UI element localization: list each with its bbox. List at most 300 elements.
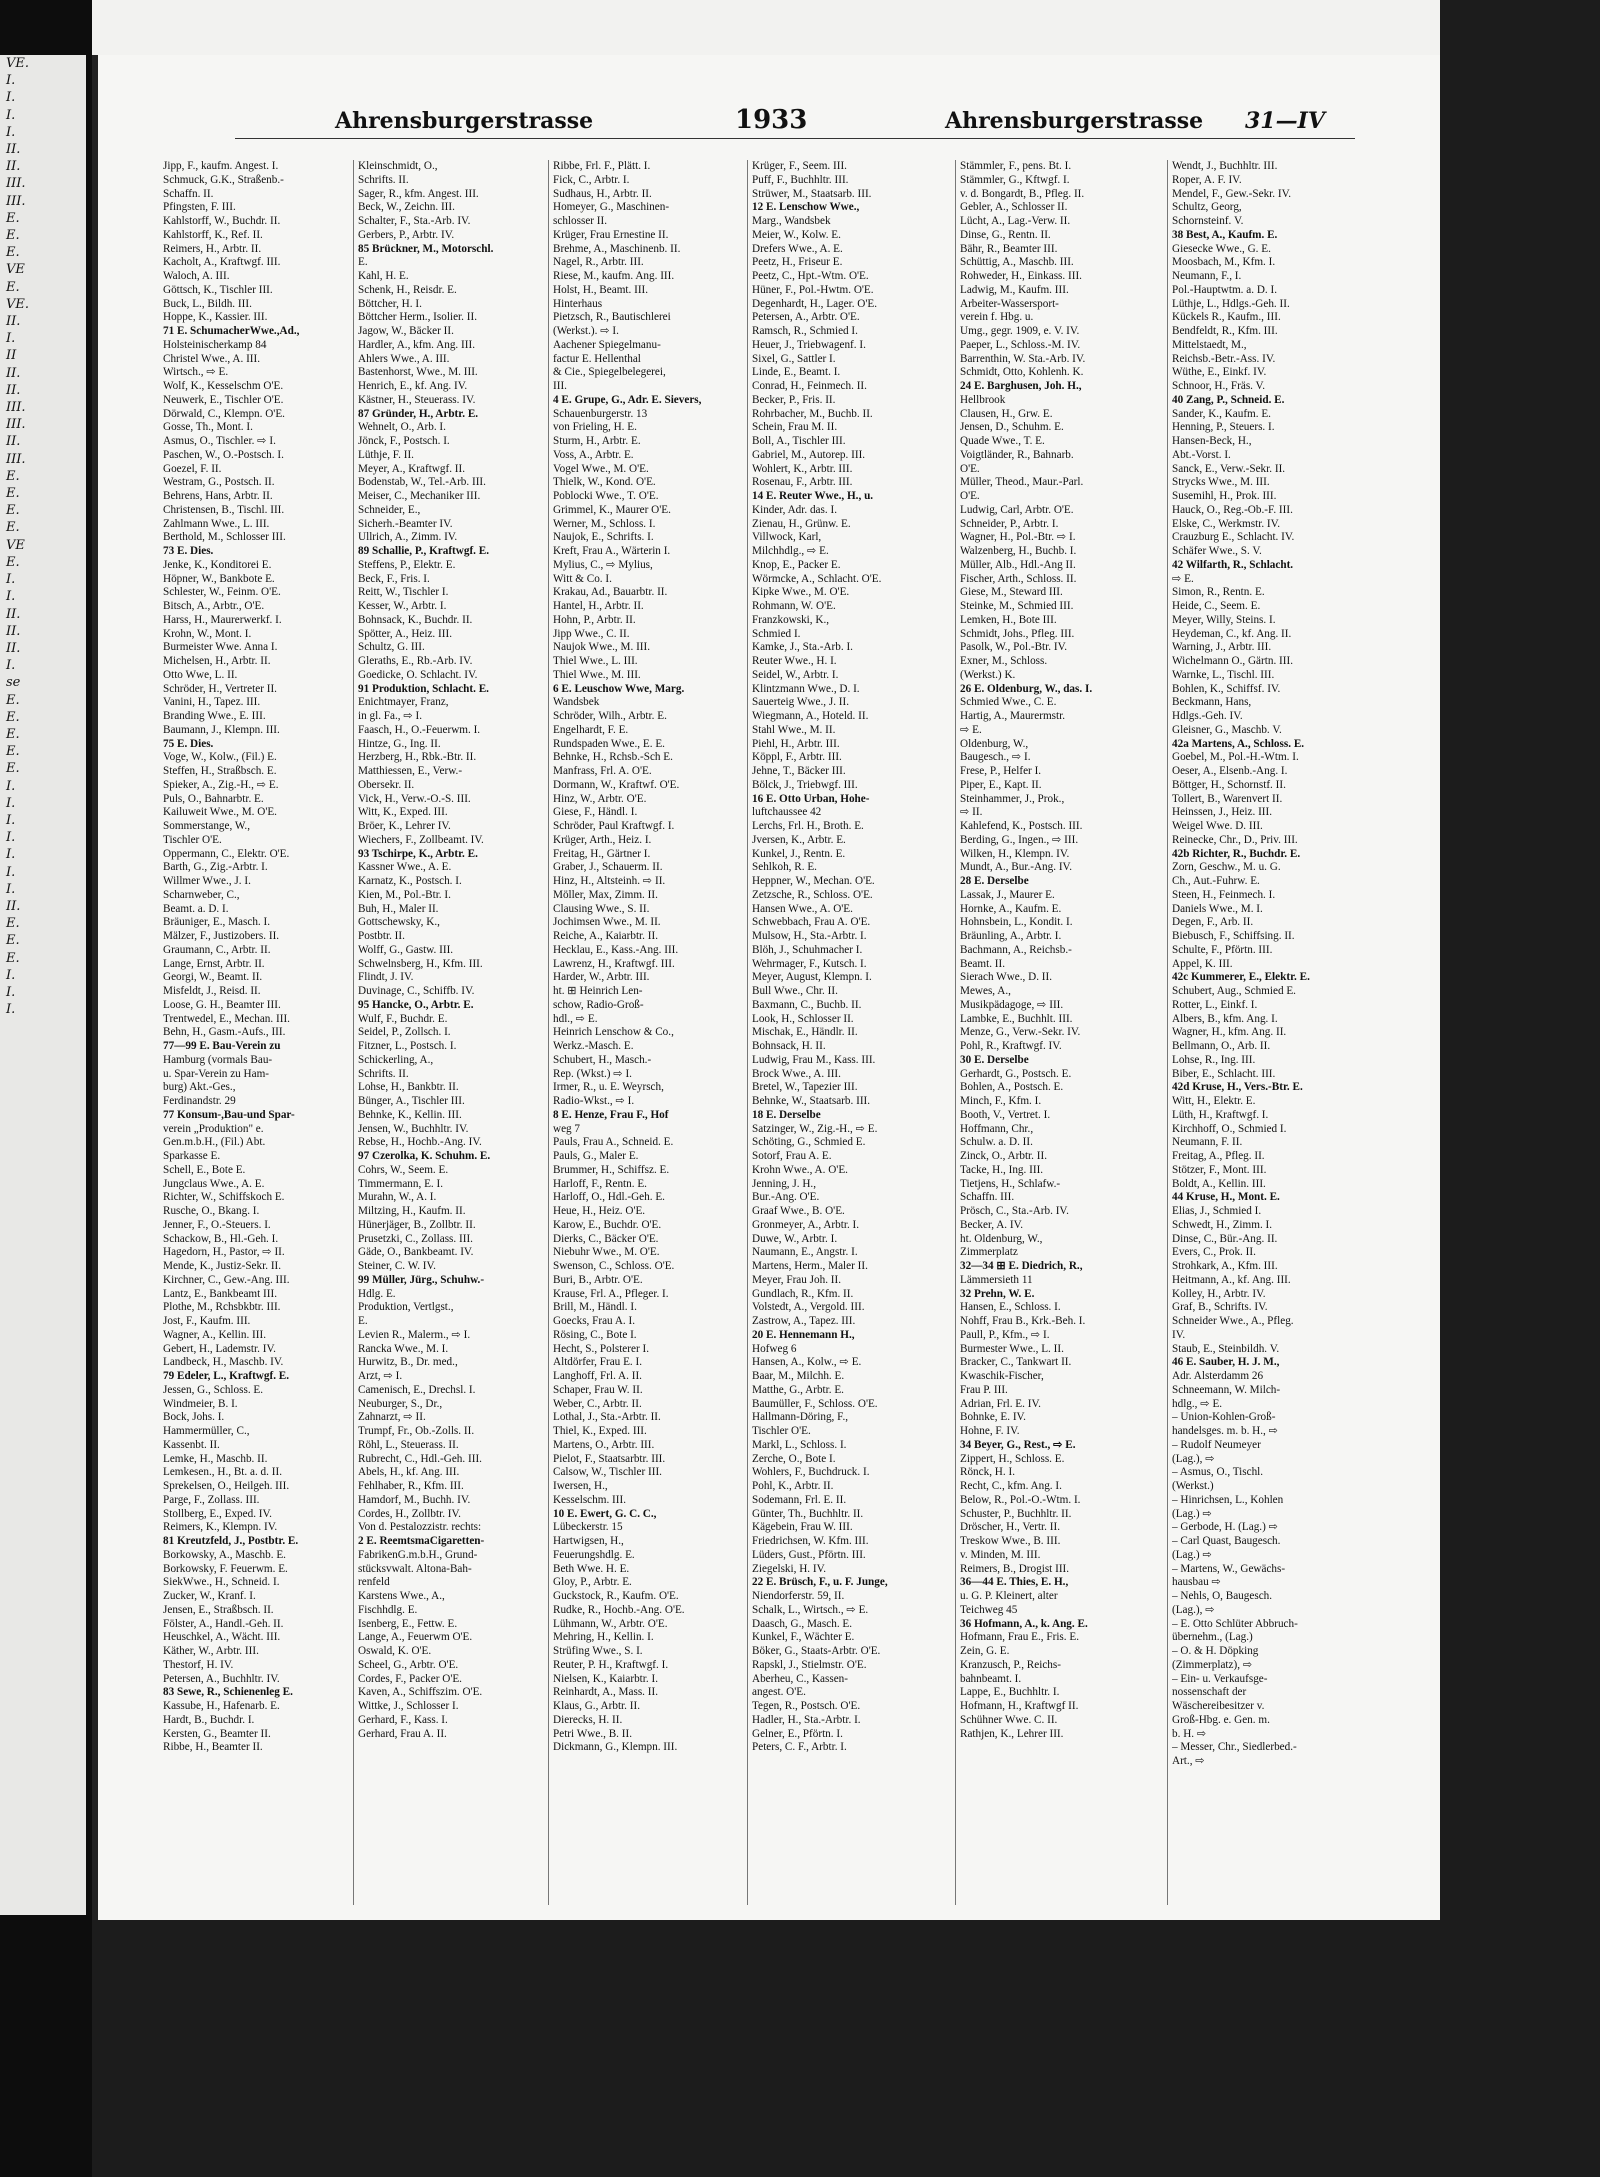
directory-entry: Harss, H., Maurerwerkf. I. xyxy=(163,613,282,626)
directory-entry: Meyer, Frau Joh. II. xyxy=(752,1273,842,1286)
margin-fragment: I. xyxy=(6,73,16,89)
directory-entry: Schneider, E., xyxy=(358,503,421,516)
directory-entry: Krakau, Ad., Bauarbtr. II. xyxy=(553,586,668,599)
directory-entry: Steiner, C. W. IV. xyxy=(358,1260,436,1272)
directory-entry: Willmer Wwe., J. I. xyxy=(163,875,251,887)
directory-entry: Pol.-Hauptwtm. a. D. I. xyxy=(1172,283,1278,296)
directory-entry: Brill, M., Händl. I. xyxy=(553,1301,637,1314)
directory-entry: Dormann, W., Kraftwf. O'E. xyxy=(553,778,680,791)
directory-entry: Schulte, F., Pförtn. III. xyxy=(1172,943,1273,956)
margin-fragment: I. xyxy=(6,795,16,811)
directory-entry: Naumann, E., Angstr. I. xyxy=(752,1246,858,1259)
directory-entry: Rosenau, F., Arbtr. III. xyxy=(752,476,853,489)
directory-entry: Kirchhoff, O., Schmied I. xyxy=(1172,1122,1287,1135)
directory-entry: Seidel, P., Zollsch. I. xyxy=(358,1026,451,1039)
directory-entry: Schlester, W., Feinm. O'E. xyxy=(163,586,281,599)
directory-entry: Michelsen, H., Arbtr. II. xyxy=(163,655,271,667)
directory-entry: Bohnke, E. IV. xyxy=(960,1411,1026,1424)
directory-entry: 83 Sewe, R., Schienenleg E. xyxy=(163,1686,293,1699)
directory-entry: Prusetzki, C., Zollass. III. xyxy=(358,1232,473,1245)
directory-entry: Böker, G., Staats-Arbtr. O'E. xyxy=(752,1645,881,1657)
column-divider xyxy=(1167,160,1168,1905)
directory-entry: ht. ⊞ Heinrich Len- xyxy=(553,985,643,997)
directory-entry: Meyer, Willy, Steins. I. xyxy=(1172,613,1276,626)
directory-entry: Minch, F., Kfm. I. xyxy=(960,1095,1042,1107)
directory-entry: Schmied Wwe., C. E. xyxy=(960,696,1057,709)
directory-entry: Milchhdlg., ⇨ E. xyxy=(752,545,829,557)
directory-entry: (Lag.), ⇨ xyxy=(1172,1452,1215,1465)
directory-entry: factur E. Hellenthal xyxy=(553,352,641,365)
directory-entry: Jipp Wwe., C. II. xyxy=(553,627,630,640)
directory-entry: Naujok, E., Schrifts. I. xyxy=(553,531,654,544)
directory-entry: Neuburger, S., Dr., xyxy=(358,1397,443,1410)
directory-entry: Baumüller, F., Schloss. O'E. xyxy=(752,1397,878,1410)
directory-entry: Witt, H., Elektr. E. xyxy=(1172,1095,1256,1107)
directory-entry: Schröder, Paul Kraftwgf. I. xyxy=(553,820,675,832)
margin-fragment: E. xyxy=(6,486,20,502)
directory-entry: Bölck, J., Triebwgf. III. xyxy=(752,778,858,791)
directory-entry: 91 Produktion, Schlacht. E. xyxy=(358,682,489,695)
directory-entry: Georgi, W., Beamt. II. xyxy=(163,971,263,984)
directory-entry: Witt, K., Exped. III. xyxy=(358,806,448,819)
directory-entry: Jensen, E., Straßbsch. II. xyxy=(163,1603,274,1616)
directory-entry: Elske, C., Werkmstr. IV. xyxy=(1172,517,1281,530)
directory-entry: Frau P. III. xyxy=(960,1383,1008,1396)
directory-entry: Reitt, W., Tischler I. xyxy=(358,586,449,599)
margin-fragment: II. xyxy=(6,314,21,330)
directory-entry: Schulw. a. D. II. xyxy=(960,1136,1033,1149)
directory-entry: Borkowsky, F. Feuerwm. E. xyxy=(163,1562,288,1575)
directory-entry: Karnatz, K., Postsch. I. xyxy=(358,875,462,887)
directory-entry: Calsow, W., Tischler III. xyxy=(553,1466,662,1479)
directory-entry: Nohff, Frau B., Krk.-Beh. I. xyxy=(960,1315,1086,1327)
directory-entry: Ch., Aut.-Fuhrw. E. xyxy=(1172,875,1260,887)
directory-entry: Hünerjäger, B., Zollbtr. II. xyxy=(358,1218,476,1231)
margin-fragment: III. xyxy=(6,400,26,416)
directory-entry: Christensen, B., Tischl. III. xyxy=(163,503,285,516)
margin-fragment: VE xyxy=(6,537,25,553)
directory-entry: Heue, H., Heiz. O'E. xyxy=(553,1205,646,1217)
directory-entry: Lantz, E., Bankbeamt III. xyxy=(163,1287,278,1300)
directory-entry: 32—34 ⊞ E. Diedrich, R., xyxy=(960,1260,1083,1272)
directory-entry: Schalk, L., Wirtsch., ⇨ E. xyxy=(752,1603,869,1616)
margin-fragment: E. xyxy=(6,503,20,519)
directory-entry: Hohne, F. IV. xyxy=(960,1425,1020,1437)
directory-entry: Meyer, A., Kraftwgf. II. xyxy=(358,462,466,475)
directory-entry: Hinz, W., Arbtr. O'E. xyxy=(553,792,647,805)
directory-entry: Schwelnsberg, H., Kfm. III. xyxy=(358,957,483,970)
directory-entry: Wohlert, K., Arbtr. III. xyxy=(752,462,853,475)
directory-entry: Steinhammer, J., Prok., xyxy=(960,792,1065,805)
directory-entry: Lambke, E., Buchhlt. III. xyxy=(960,1012,1073,1025)
directory-entry: Gottschewsky, K., xyxy=(358,916,440,929)
directory-entry: Ludwig, Frau M., Kass. III. xyxy=(752,1053,876,1066)
directory-entry: Lemken, H., Bote III. xyxy=(960,613,1057,626)
directory-entry: Goedicke, O. Schlacht. IV. xyxy=(358,668,478,681)
directory-entry: 36 Hofmann, A., k. Ang. E. xyxy=(960,1617,1088,1630)
directory-entry: Kesser, W., Arbtr. I. xyxy=(358,600,447,612)
directory-entry: Schaffn. II. xyxy=(163,187,214,200)
margin-fragment: II. xyxy=(6,142,21,158)
directory-entry: Hartig, A., Maurermstr. xyxy=(960,710,1066,722)
directory-entry: Strüfing Wwe., S. I. xyxy=(553,1645,643,1657)
directory-entry: 6 E. Leuschow Wwe, Marg. xyxy=(553,682,685,695)
directory-entry: 30 E. Derselbe xyxy=(960,1053,1029,1066)
directory-entry: Jversen, K., Arbtr. E. xyxy=(752,833,846,846)
directory-entry: Warnke, L., Tischl. III. xyxy=(1172,668,1275,681)
directory-entry: Scheel, G., Arbtr. O'E. xyxy=(358,1658,459,1671)
directory-entry: Abels, H., kf. Ang. III. xyxy=(358,1466,460,1479)
directory-entry: Käther, W., Arbtr. III. xyxy=(163,1645,259,1657)
directory-entry: – O. & H. Döpking xyxy=(1172,1645,1259,1657)
directory-entry: Pielot, F., Staatsarbtr. III. xyxy=(553,1452,666,1465)
directory-entry: stücksvwalt. Altona-Bah- xyxy=(358,1562,472,1575)
directory-entry: Naujok Wwe., M. III. xyxy=(553,641,651,654)
directory-entry: Dörwald, C., Klempn. O'E. xyxy=(163,407,285,420)
directory-entry: Stämmler, G., Kftwgf. I. xyxy=(960,173,1070,186)
directory-entry: Beth Wwe. H. E. xyxy=(553,1562,630,1575)
directory-entry: b. H. ⇨ xyxy=(1172,1727,1207,1740)
directory-entry: 44 Kruse, H., Mont. E. xyxy=(1172,1191,1280,1204)
directory-entry: 85 Brückner, M., Motorschl. xyxy=(358,242,494,255)
directory-entry: Wehnelt, O., Arb. I. xyxy=(358,421,446,434)
directory-entry: Buh, H., Maler II. xyxy=(358,902,439,915)
directory-entry: Arzt, ⇨ I. xyxy=(358,1370,403,1382)
directory-entry: Heppner, W., Mechan. O'E. xyxy=(752,875,875,887)
directory-entry: Kassube, H., Hafenarb. E. xyxy=(163,1700,280,1712)
directory-entry: Reimers, B., Drogist III. xyxy=(960,1562,1070,1575)
margin-fragment: II. xyxy=(6,623,21,639)
directory-entry: 32 Prehn, W. E. xyxy=(960,1287,1035,1300)
directory-entry: Treskow Wwe., B. III. xyxy=(960,1535,1061,1547)
directory-entry: Below, R., Pol.-O.-Wtm. I. xyxy=(960,1493,1081,1506)
directory-entry: Jönck, F., Postsch. I. xyxy=(358,435,450,447)
directory-entry: Witt & Co. I. xyxy=(553,572,612,585)
directory-entry: Petersen, A., Arbtr. O'E. xyxy=(752,311,860,324)
directory-entry: Behnke, H., Rchsb.-Sch E. xyxy=(553,751,673,764)
directory-entry: Hornke, A., Kaufm. E. xyxy=(960,902,1062,915)
directory-entry: Borkowsky, A., Maschb. E. xyxy=(163,1548,286,1561)
directory-entry: Mulsow, H., Sta.-Arbtr. I. xyxy=(752,930,867,942)
margin-fragment: E. xyxy=(6,916,20,932)
directory-entry: Weigel Wwe. D. III. xyxy=(1172,820,1263,832)
directory-entry: Rohmann, W. O'E. xyxy=(752,600,836,612)
directory-entry: verein „Produktion" e. xyxy=(163,1122,264,1135)
directory-entry: Hantel, H., Arbtr. II. xyxy=(553,600,644,612)
directory-entry: Bünger, A., Tischler III. xyxy=(358,1095,465,1107)
directory-entry: Hellbrook xyxy=(960,393,1006,406)
directory-entry: Arbeiter-Wassersport- xyxy=(960,297,1059,310)
directory-entry: Pfingsten, F. III. xyxy=(163,201,236,214)
directory-entry: Art., ⇨ xyxy=(1172,1755,1205,1767)
header-year: 1933 xyxy=(735,105,808,135)
directory-entry: Hamdorf, M., Buchh. IV. xyxy=(358,1493,471,1506)
directory-entry: Gosse, Th., Mont. I. xyxy=(163,421,253,434)
directory-entry: u. G. P. Kleinert, alter xyxy=(960,1590,1058,1602)
directory-entry: 12 E. Lenschow Wwe., xyxy=(752,201,860,214)
directory-entry: Hecht, S., Polsterer I. xyxy=(553,1342,650,1355)
directory-entry: Heitmann, A., kf. Ang. III. xyxy=(1172,1273,1291,1286)
directory-entry: Mendel, F., Gew.-Sekr. IV. xyxy=(1172,187,1292,200)
directory-entry: Schultz, G. III. xyxy=(358,641,425,654)
directory-entry: Zetzsche, R., Schloss. O'E. xyxy=(752,888,873,901)
directory-entry: Lothal, J., Sta.-Arbtr. II. xyxy=(553,1411,661,1424)
directory-entry: Hagedorn, H., Pastor, ⇨ II. xyxy=(163,1246,285,1259)
column-divider xyxy=(955,160,956,1905)
directory-entry: Lohse, R., Ing. III. xyxy=(1172,1053,1256,1066)
directory-entry: Behrens, Hans, Arbtr. II. xyxy=(163,490,273,502)
directory-entry: Zein, G. E. xyxy=(960,1645,1010,1657)
directory-entry: 20 E. Hennemann H., xyxy=(752,1328,855,1341)
directory-entry: Peetz, H., Friseur E. xyxy=(752,256,843,269)
directory-entry: Irmer, R., u. E. Weyrsch, xyxy=(553,1081,664,1094)
directory-entry: Wendt, J., Buchhltr. III. xyxy=(1172,160,1278,172)
directory-entry: E. xyxy=(358,1315,368,1327)
directory-entry: u. Spar-Verein zu Ham- xyxy=(163,1067,270,1080)
directory-entry: Lange, A., Feuerwm O'E. xyxy=(358,1631,473,1644)
directory-entry: Seidel, W., Arbtr. I. xyxy=(752,668,839,681)
directory-entry: Gen.m.b.H., (Fil.) Abt. xyxy=(163,1136,266,1149)
directory-entry: Berding, G., Ingen., ⇨ III. xyxy=(960,833,1079,846)
directory-entry: Wohlers, F., Buchdruck. I. xyxy=(752,1466,870,1479)
directory-entry: Tietjens, H., Schlafw.- xyxy=(960,1177,1061,1190)
directory-entry: burg) Akt.-Ges., xyxy=(163,1081,236,1094)
directory-entry: Müller, Theod., Maur.-Parl. xyxy=(960,476,1084,489)
directory-entry: Bröer, K., Lehrer IV. xyxy=(358,820,451,832)
directory-entry: Martens, Herm., Maler II. xyxy=(752,1260,868,1272)
page-header xyxy=(235,105,1355,139)
directory-entry: Wörmcke, A., Schlacht. O'E. xyxy=(752,572,882,585)
directory-entry: Evers, C., Prok. II. xyxy=(1172,1246,1256,1259)
directory-entry: Kassenbt. II. xyxy=(163,1438,220,1451)
directory-entry: 4 E. Grupe, G., Adr. E. Sievers, xyxy=(553,393,702,406)
directory-entry: Gleisner, G., Maschb. V. xyxy=(1172,723,1282,736)
directory-entry: Niebuhr Wwe., M. O'E. xyxy=(553,1246,660,1259)
directory-entry: Kolley, H., Arbtr. IV. xyxy=(1172,1287,1266,1300)
directory-entry: Lücht, A., Lag.-Verw. II. xyxy=(960,215,1071,227)
directory-entry: Schein, Frau M. II. xyxy=(752,421,838,434)
directory-entry: (Werkst.) xyxy=(1172,1480,1214,1492)
directory-entry: Lüders, Gust., Pförtn. III. xyxy=(752,1548,866,1561)
directory-entry: Trentwedel, E., Mechan. III. xyxy=(163,1012,290,1025)
directory-entry: Hüner, F., Pol.-Hwtm. O'E. xyxy=(752,283,874,296)
directory-entry: Barrenthin, W. Sta.-Arb. IV. xyxy=(960,352,1086,365)
directory-entry: Hdlgs.-Geh. IV. xyxy=(1172,710,1243,722)
directory-entry: Vanini, H., Tapez. III. xyxy=(163,696,261,709)
directory-entry: – E. Otto Schlüter Abbruch- xyxy=(1172,1617,1298,1630)
directory-entry: Blöh, J., Schuhmacher I. xyxy=(752,943,863,956)
directory-entry: 2 E. ReemtsmaCigaretten- xyxy=(358,1535,485,1547)
margin-fragment: III. xyxy=(6,176,26,192)
directory-entry: Rep. (Wkst.) ⇨ I. xyxy=(553,1067,632,1080)
margin-fragment: III. xyxy=(6,193,26,209)
directory-entry: Pohl, K., Arbtr. II. xyxy=(752,1480,834,1492)
directory-entry: (Lag.) ⇨ xyxy=(1172,1548,1212,1561)
directory-entry: Sotorf, Frau A. E. xyxy=(752,1150,832,1162)
directory-entry: Fehlhaber, R., Kfm. III. xyxy=(358,1480,464,1492)
directory-entry: Zinck, O., Arbtr. II. xyxy=(960,1150,1047,1162)
directory-entry: Werkz.-Masch. E. xyxy=(553,1040,634,1052)
directory-entry: Heuschkel, A., Wächt. III. xyxy=(163,1631,281,1644)
margin-fragment: E. xyxy=(6,744,20,760)
directory-entry: Piehl, H., Arbtr. III. xyxy=(752,737,840,750)
directory-entry: Fölster, A., Handl.-Geh. II. xyxy=(163,1617,284,1630)
directory-entry: Röhl, L., Steuerass. II. xyxy=(358,1438,459,1451)
directory-entry: Rudke, R., Hochb.-Ang. O'E. xyxy=(553,1603,685,1616)
directory-entry: Baxmann, C., Buchb. II. xyxy=(752,998,862,1011)
directory-entry: Stollberg, E., Exped. IV. xyxy=(163,1507,272,1520)
margin-fragment: VE. xyxy=(6,296,30,312)
directory-entry: Roper, A. F. IV. xyxy=(1172,173,1242,186)
directory-entry: Grimmel, K., Maurer O'E. xyxy=(553,503,671,516)
directory-entry: Hoffmann, Chr., xyxy=(960,1122,1034,1135)
directory-entry: Giese, F., Händl. I. xyxy=(553,806,638,819)
directory-entry: Faasch, H., O.-Feuerwm. I. xyxy=(358,723,481,736)
directory-entry: Flindt, J. IV. xyxy=(358,971,414,984)
directory-entry: Plothe, M., Rchsbkbtr. III. xyxy=(163,1301,281,1314)
directory-entry: Nielsen, K., Kaiarbtr. I. xyxy=(553,1672,659,1685)
directory-entry: 97 Czerolka, K. Schuhm. E. xyxy=(358,1150,491,1162)
directory-entry: Boldt, A., Kellin. III. xyxy=(1172,1177,1266,1190)
directory-entry: Gelner, E., Pförtn. I. xyxy=(752,1727,843,1740)
directory-entry: Kassner Wwe., A. E. xyxy=(358,861,452,874)
directory-entry: Heide, C., Seem. E. xyxy=(1172,600,1261,612)
directory-entry: Schnoor, H., Fräs. V. xyxy=(1172,380,1265,392)
directory-entry: Bastenhorst, Wwe., M. III. xyxy=(358,366,478,379)
margin-fragment: I. xyxy=(6,984,16,1000)
directory-entry: Müller, Alb., Hdl.-Ang II. xyxy=(960,558,1076,571)
directory-entry: Graaf Wwe., B. O'E. xyxy=(752,1205,845,1217)
directory-entry: Weber, C., Arbtr. II. xyxy=(553,1397,642,1410)
directory-entry: Wolf, K., Kesselschm O'E. xyxy=(163,380,284,392)
directory-entry: Hartwigsen, H., xyxy=(553,1535,624,1547)
directory-entry: Bretel, W., Tapezier III. xyxy=(752,1081,858,1094)
directory-entry: IV. xyxy=(1172,1328,1186,1341)
directory-entry: Mehring, H., Kellin. I. xyxy=(553,1631,654,1644)
directory-entry: Kirchner, C., Gew.-Ang. III. xyxy=(163,1273,290,1286)
directory-entry: Zastrow, A., Tapez. III. xyxy=(752,1315,856,1327)
directory-entry: Krüger, Arth., Heiz. I. xyxy=(553,833,652,846)
directory-entry: Levien R., Malerm., ⇨ I. xyxy=(358,1328,471,1341)
margin-fragment: se xyxy=(6,675,21,691)
directory-entry: Postbtr. II. xyxy=(358,930,405,942)
directory-entry: Vick, H., Verw.-O.-S. III. xyxy=(358,792,471,805)
directory-entry: Riese, M., kaufm. Ang. III. xyxy=(553,270,675,282)
directory-entry: – Rudolf Neumeyer xyxy=(1172,1438,1261,1451)
directory-entry: Kinder, Adr. das. I. xyxy=(752,503,837,516)
directory-entry: Wilken, H., Klempn. IV. xyxy=(960,847,1070,860)
directory-entry: von Frieling, H. E. xyxy=(553,421,637,434)
directory-entry: Klaus, G., Arbtr. II. xyxy=(553,1700,641,1712)
directory-entry: Elias, J., Schmied I. xyxy=(1172,1205,1262,1217)
directory-entry: Ludwig, Carl, Arbtr. O'E. xyxy=(960,503,1074,516)
directory-entry: 38 Best, A., Kaufm. E. xyxy=(1172,228,1278,241)
directory-entry: Baar, M., Milchh. E. xyxy=(752,1370,845,1382)
directory-entry: Werner, M., Schloss. I. xyxy=(553,517,656,530)
directory-entry: Beck, F., Fris. I. xyxy=(358,572,430,585)
directory-entry: Krohn Wwe., A. O'E. xyxy=(752,1163,848,1176)
directory-entry: Mende, K., Justiz-Sekr. II. xyxy=(163,1260,282,1272)
directory-entry: Hadler, H., Sta.-Arbtr. I. xyxy=(752,1713,861,1726)
directory-entry: Schmidt, Otto, Kohlenh. K. xyxy=(960,366,1084,379)
directory-entry: Sparkasse E. xyxy=(163,1150,221,1162)
margin-fragment: VE. xyxy=(6,56,30,71)
directory-entry: 87 Gründer, H., Arbtr. E. xyxy=(358,407,479,420)
directory-entry: 26 E. Oldenburg, W., das. I. xyxy=(960,682,1093,695)
directory-entry: Fischhdlg. E. xyxy=(358,1603,418,1616)
directory-entry: Hansen-Beck, H., xyxy=(1172,435,1252,447)
directory-entry: Buri, B., Arbtr. O'E. xyxy=(553,1273,643,1286)
directory-entry: 73 E. Dies. xyxy=(163,545,214,557)
margin-fragment: I. xyxy=(6,812,16,828)
directory-entry: Zorn, Geschw., M. u. G. xyxy=(1172,861,1281,874)
directory-entry: Gleraths, E., Rb.-Arb. IV. xyxy=(358,655,473,667)
directory-entry: Ribbe, H., Beamter II. xyxy=(163,1741,263,1754)
directory-entry: Wulf, F., Buchdr. E. xyxy=(358,1012,448,1025)
directory-entry: ht. Oldenburg, W., xyxy=(960,1232,1043,1245)
directory-entry: Jenner, F., O.-Steuers. I. xyxy=(163,1218,271,1231)
directory-entry: Lemke, H., Maschb. II. xyxy=(163,1452,268,1465)
directory-entry: Radio-Wkst., ⇨ I. xyxy=(553,1095,635,1107)
directory-entry: Rubrecht, C., Hdl.-Geh. III. xyxy=(358,1452,482,1465)
directory-entry: Adrian, Frl. E. IV. xyxy=(960,1397,1041,1410)
margin-fragment: I. xyxy=(6,847,16,863)
directory-entry: Beamt. II. xyxy=(960,957,1006,970)
directory-entry: Freitag, A., Pfleg. II. xyxy=(1172,1150,1265,1162)
directory-entry: Karow, E., Buchdr. O'E. xyxy=(553,1218,662,1231)
directory-entry: v. Minden, M. III. xyxy=(960,1548,1041,1561)
directory-entry: Thiel, K., Exped. III. xyxy=(553,1425,647,1437)
directory-entry: Kersten, G., Beamter II. xyxy=(163,1727,271,1740)
directory-entry: Rönck, H. I. xyxy=(960,1466,1015,1479)
directory-entry: Bohnsack, H. II. xyxy=(752,1040,826,1052)
directory-entry: Berthold, M., Schlosser III. xyxy=(163,531,286,544)
directory-entry: (Werkst.). ⇨ I. xyxy=(553,325,619,337)
directory-entry: Oswald, K. O'E. xyxy=(358,1645,432,1657)
directory-entry: Lange, Ernst, Arbtr. II. xyxy=(163,957,265,970)
directory-entry: 81 Kreutzfeld, J., Postbtr. E. xyxy=(163,1535,299,1547)
directory-entry: O'E. xyxy=(960,462,980,475)
directory-entry: E. xyxy=(358,256,368,269)
directory-entry: Oldenburg, W., xyxy=(960,737,1029,750)
directory-entry: Beckmann, Hans, xyxy=(1172,696,1252,709)
directory-entry: Kleinschmidt, O., xyxy=(358,160,438,172)
margin-fragment: II. xyxy=(6,640,21,656)
directory-entry: Homeyer, G., Maschinen- xyxy=(553,201,670,214)
directory-entry: Goebel, M., Pol.-H.-Wtm. I. xyxy=(1172,751,1299,764)
directory-entry: Oppermann, C., Elektr. O'E. xyxy=(163,847,290,860)
directory-entry: Steffens, P., Elektr. E. xyxy=(358,558,456,571)
directory-entry: Nagel, R., Arbtr. III. xyxy=(553,256,644,269)
directory-entry: Lohse, H., Bankbtr. II. xyxy=(358,1081,459,1094)
directory-entry: Kwaschik-Fischer, xyxy=(960,1370,1044,1382)
directory-entry: Gundlach, R., Kfm. II. xyxy=(752,1287,854,1300)
directory-entry: Schalter, F., Sta.-Arb. IV. xyxy=(358,215,471,227)
directory-entry: Hansen, A., Kolw., ⇨ E. xyxy=(752,1356,862,1369)
directory-entry: Oeser, A., Elsenb.-Ang. I. xyxy=(1172,765,1288,777)
directory-entry: Kückels R., Kaufm., III. xyxy=(1172,311,1281,324)
directory-entry: 42a Martens, A., Schloss. E. xyxy=(1172,737,1305,750)
directory-entry: Boll, A., Tischler III. xyxy=(752,435,846,447)
directory-entry: Schmied I. xyxy=(752,627,801,640)
directory-entry: Neumann, F., I. xyxy=(1172,270,1242,282)
directory-entry: 42 Wilfarth, R., Schlacht. xyxy=(1172,558,1294,571)
directory-entry: Bock, Johs. I. xyxy=(163,1411,225,1424)
directory-entry: Hallmann-Döring, F., xyxy=(752,1411,849,1424)
margin-fragment: I. xyxy=(6,830,16,846)
directory-entry: Beamt. a. D. I. xyxy=(163,902,229,915)
directory-entry: Bur.-Ang. O'E. xyxy=(752,1191,820,1204)
